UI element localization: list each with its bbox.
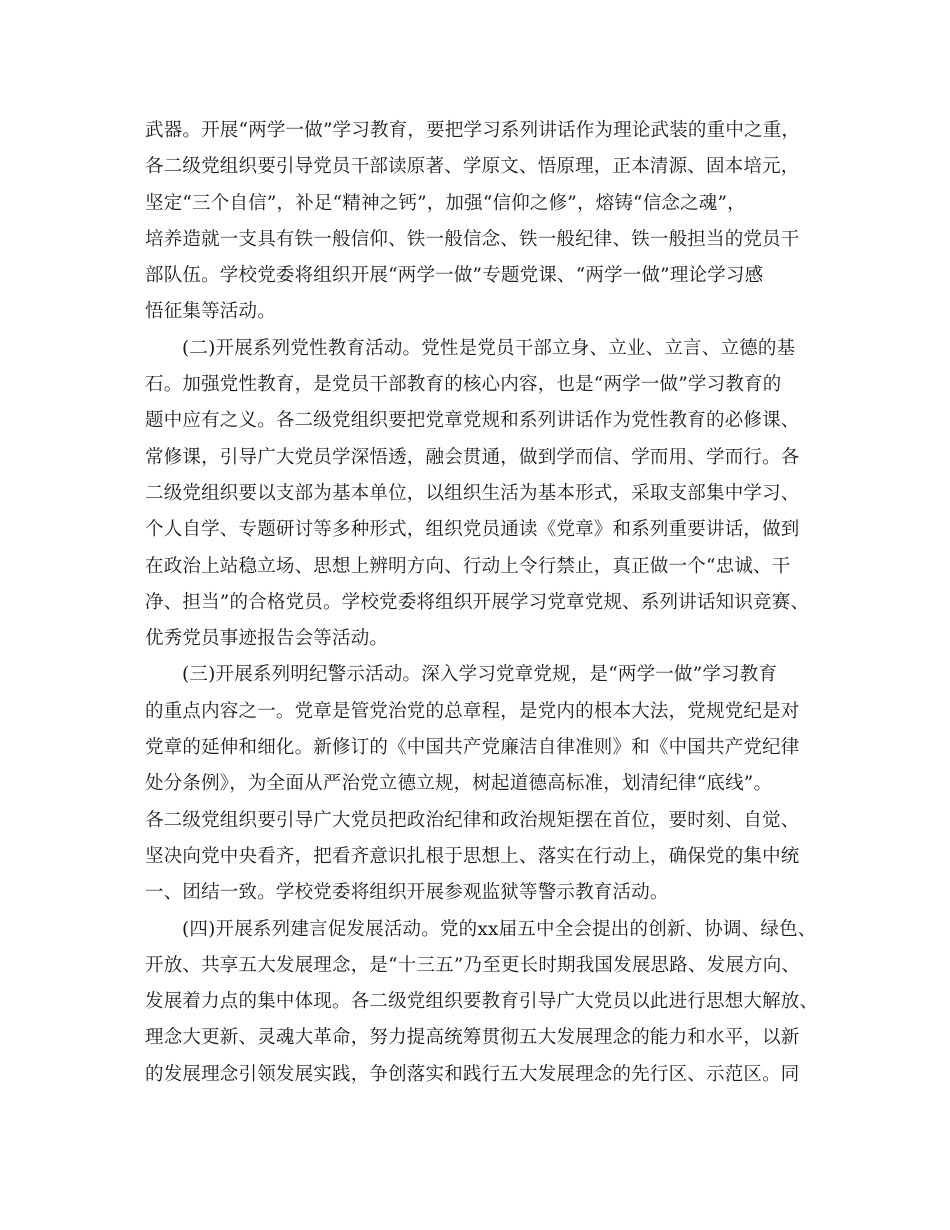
text-line: 题中应有之义。各二级党组织要把党章党规和系列讲话作为党性教育的必修课、 (145, 410, 800, 432)
text-line: 各二级党组织要引导党员干部读原著、学原文、悟原理，正本清源、固本培元， (145, 156, 800, 178)
text-line: 党章的延伸和细化。新修订的《中国共产党廉洁自律准则》和《中国共产党纪律 (145, 737, 800, 759)
text-line: 培养造就一支具有铁一般信仰、铁一般信念、铁一般纪律、铁一般担当的党员干 (145, 228, 800, 250)
text-line: 净、担当”的合格党员。学校党委将组织开展学习党章党规、系列讲话知识竞赛、 (145, 591, 810, 613)
text-line: 坚定“三个自信”，补足“精神之钙”，加强“信仰之修”，熔铸“信念之魂”， (145, 192, 746, 214)
text-line: 坚决向党中央看齐，把看齐意识扎根于思想上、落实在行动上，确保党的集中统 (145, 845, 800, 867)
text-line: 的发展理念引领发展实践，争创落实和践行五大发展理念的先行区、示范区。同 (145, 1063, 800, 1085)
text-line: 处分条例》，为全面从严治党立德立规，树起道德高标准，划清纪律“底线”。 (145, 773, 773, 795)
text-line: 开放、共享五大发展理念，是“十三五”乃至更长时期我国发展思路、发展方向、 (145, 954, 801, 976)
paragraph-heading-line: (三)开展系列明纪警示活动。深入学习党章党规，是“两学一做”学习教育 (182, 664, 778, 686)
text-line: 各二级党组织要引导广大党员把政治纪律和政治规矩摆在首位，要时刻、自觉、 (145, 809, 800, 831)
paragraph-heading-line: (二)开展系列党性教育活动。党性是党员干部立身、立业、立言、立德的基 (182, 337, 796, 359)
text-line: 理念大更新、灵魂大革命，努力提高统筹贯彻五大发展理念的能力和水平，以新 (145, 1027, 800, 1049)
text-line: 一、团结一致。学校党委将组织开展参观监狱等警示教育活动。 (145, 882, 669, 904)
text-line: 在政治上站稳立场、思想上辨明方向、行动上令行禁止，真正做一个“忠诚、干 (145, 555, 791, 577)
paragraph-heading-line: (四)开展系列建言促发展活动。党的xx届五中全会提出的创新、协调、绿色、 (182, 918, 817, 940)
text-line: 的重点内容之一。党章是管党治党的总章程，是党内的根本大法，党规党纪是对 (145, 700, 800, 722)
text-line: 个人自学、专题研讨等多种形式，组织党员通读《党章》和系列重要讲话，做到 (145, 519, 800, 541)
text-line: 二级党组织要以支部为基本单位，以组织生活为基本形式，采取支部集中学习、 (145, 482, 800, 504)
text-line: 常修课，引导广大党员学深悟透，融会贯通，做到学而信、学而用、学而行。各 (145, 446, 800, 468)
text-line: 部队伍。学校党委将组织开展“两学一做”专题党课、“两学一做”理论学习感 (145, 265, 764, 287)
text-line: 发展着力点的集中体现。各二级党组织要教育引导广大党员以此进行思想大解放、 (145, 991, 819, 1013)
document-body (145, 113, 845, 1093)
text-line: 武器。开展“两学一做”学习教育，要把学习系列讲话作为理论武装的重中之重， (145, 120, 801, 141)
text-line: 悟征集等活动。 (145, 301, 276, 323)
text-line: 优秀党员事迹报告会等活动。 (145, 628, 389, 650)
text-line: 石。加强党性教育，是党员干部教育的核心内容，也是“两学一做”学习教育的 (145, 374, 782, 396)
